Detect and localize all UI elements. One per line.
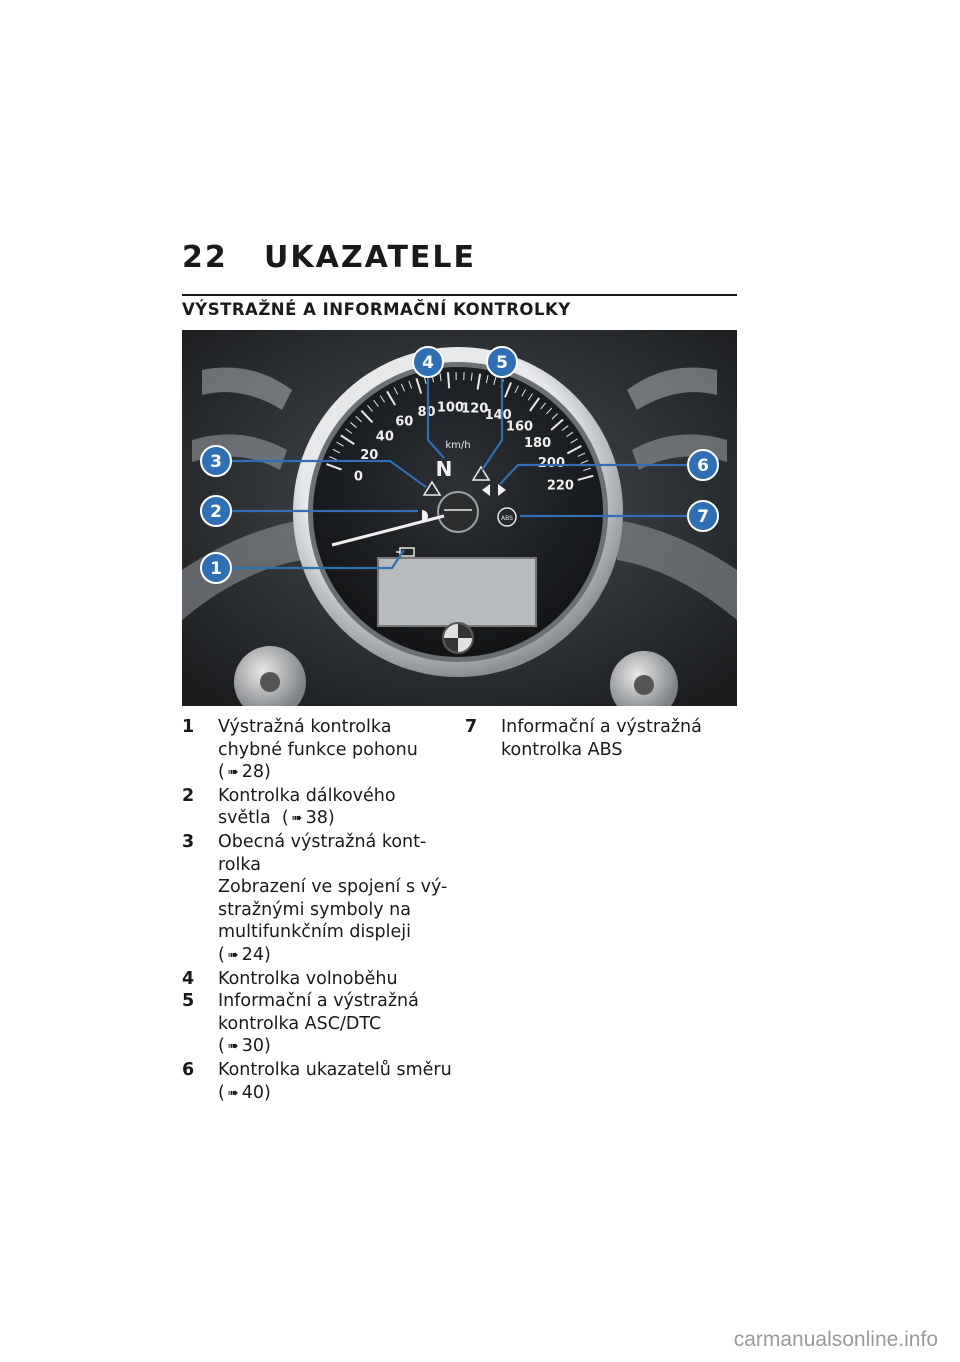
chapter-title: UKAZATELE [264,240,477,275]
speed-label: 180 [523,435,552,451]
watermark: carmanualsonline.info [733,1328,938,1351]
section-title: VÝSTRAŽNÉ A INFORMAČNÍ KONTROLKY [182,300,571,319]
callout-number: 6 [697,456,709,476]
legend-text: Informační a výstražná [501,717,702,737]
callout-number: 1 [210,559,222,579]
legend-number: 7 [465,717,478,737]
page-arrow-icon: ➠ [227,1039,239,1055]
abs-icon-label: ABS [501,515,513,522]
page-arrow-icon: ➠ [227,1085,239,1101]
legend-number: 3 [182,831,195,852]
page-reference[interactable]: ( ➠ 40) [218,1082,452,1106]
callout-number: 3 [210,452,222,472]
page-reference[interactable]: ( ➠ 28) [218,761,452,785]
speed-label: 140 [484,407,512,423]
page-reference[interactable]: světla ( ➠ 38) [218,807,452,831]
legend-text: rolka [218,854,261,875]
legend-item [182,1059,452,1105]
page-arrow-icon: ➠ [291,811,303,827]
callout-number: 4 [422,353,434,373]
neutral-indicator-icon: N [435,457,453,481]
legend-number: 6 [182,1059,195,1080]
legend-column-left [182,716,452,1105]
speed-label: 40 [375,429,394,445]
legend-number: 5 [182,991,195,1012]
legend-text: chybné funkce pohonu [218,739,418,760]
legend-item [465,716,735,761]
speed-label: 160 [505,419,534,435]
needle-hub [438,492,478,532]
page-number: 22 [182,240,228,275]
legend-text: Kontrolka ukazatelů směru [218,1059,452,1080]
legend-item [182,785,452,831]
speed-label: 60 [395,414,414,430]
header-rule [182,294,737,296]
callout-number: 5 [496,353,508,373]
legend-number: 1 [182,717,195,737]
legend-text: stražnými symboly na [218,899,411,920]
legend-item [182,831,452,968]
legend-text: Zobrazení ve spojení s vý- [218,877,448,898]
legend-text: kontrolka ASC/DTC [218,1013,382,1034]
unit-label: km/h [445,440,471,451]
speed-label: 120 [461,401,489,417]
multifunction-display [378,558,536,626]
speed-label: 80 [417,404,436,420]
legend-number: 2 [182,785,195,806]
legend-text: kontrolka ABS [501,739,623,760]
page-reference[interactable]: ( ➠ 30) [218,1035,452,1059]
page-arrow-icon: ➠ [227,765,239,781]
speed-label: 220 [546,478,574,494]
legend-text: Informační a výstražná [218,991,419,1012]
legend-text: multifunkčním displeji [218,922,411,943]
page-arrow-icon: ➠ [227,947,239,963]
speed-label: 20 [360,447,379,463]
legend-text: Obecná výstražná kont- [218,831,427,852]
legend-text: Kontrolka volnoběhu [218,968,398,989]
speed-label: 200 [537,455,566,471]
legend-number: 4 [182,968,195,989]
speed-label: 100 [436,400,465,416]
dial-tick [448,372,449,388]
legend-item [182,968,452,991]
speed-label: 0 [353,469,363,485]
legend-item [182,716,452,785]
instrument-cluster-figure [182,330,737,706]
legend-text: Kontrolka dálkového [218,785,396,806]
legend-item [182,990,452,1059]
legend-column-right [465,716,735,761]
callout-number: 7 [697,507,709,527]
callout-number: 2 [210,502,222,522]
legend-text: Výstražná kontrolka [218,717,392,737]
page-reference[interactable]: ( ➠ 24) [218,944,452,968]
